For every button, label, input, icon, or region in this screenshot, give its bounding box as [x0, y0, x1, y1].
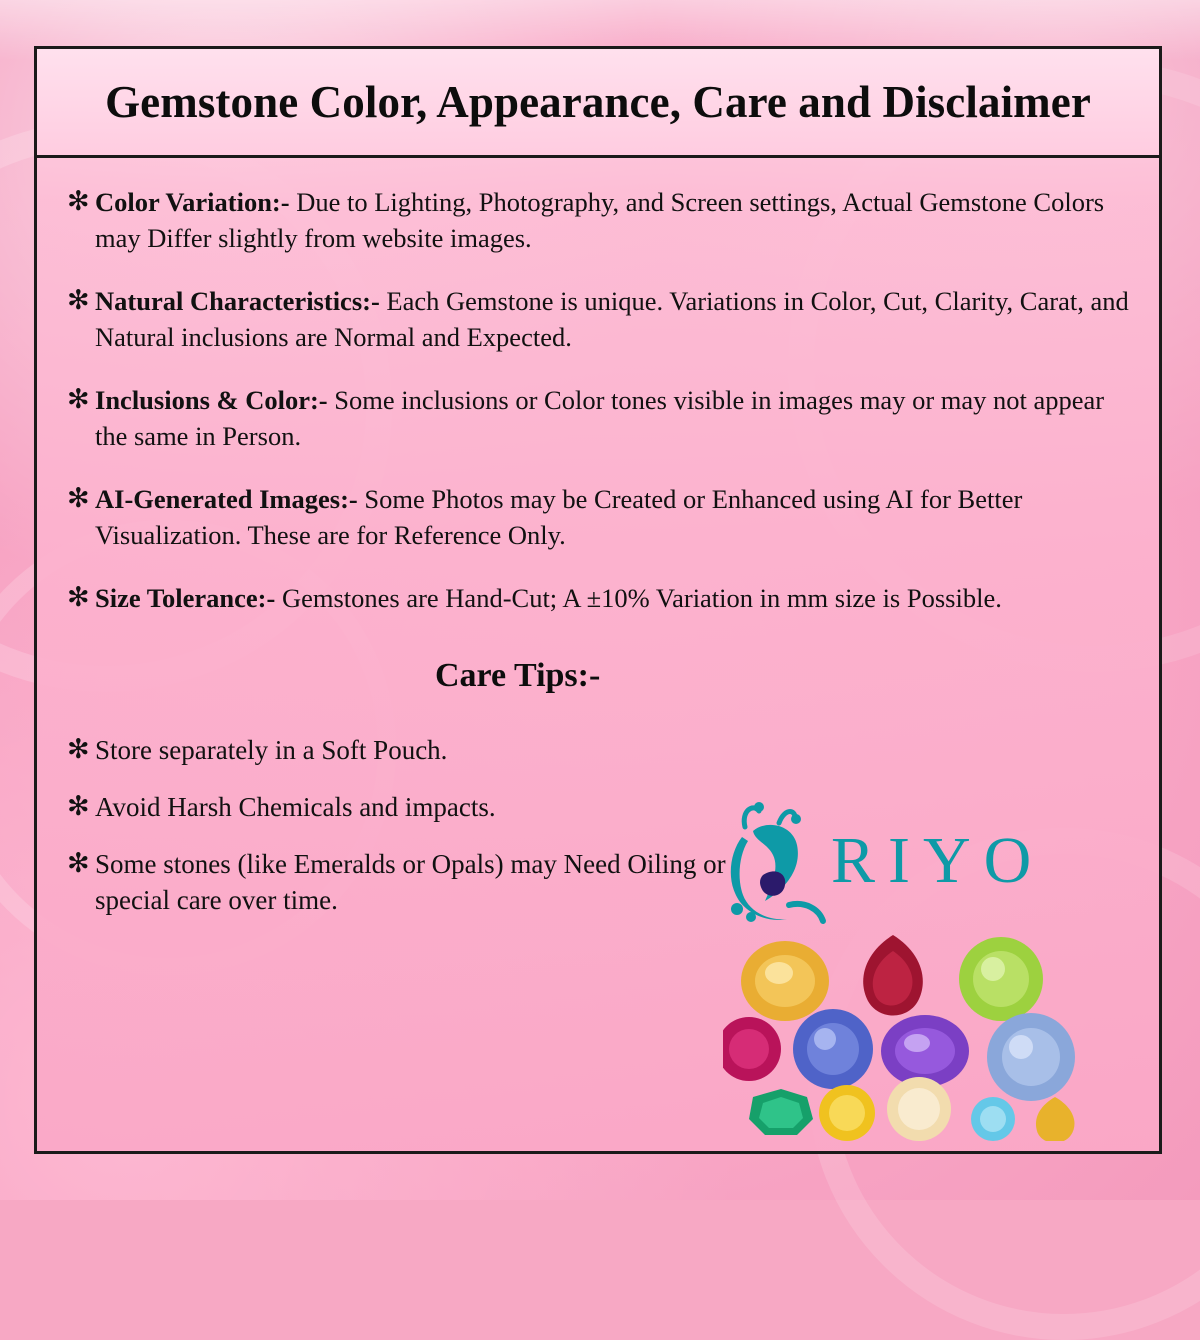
care-tips-heading-row — [65, 643, 1131, 729]
garnet-pear-gem — [863, 935, 923, 1016]
disclaimer-item-inclusions-color — [65, 382, 1131, 454]
disclaimer-label: Color Variation:- — [95, 187, 290, 217]
disclaimer-item-size-tolerance — [65, 580, 1131, 616]
asterisk-icon: ✻ — [67, 848, 90, 879]
rhodolite-round-gem — [723, 1017, 781, 1081]
amethyst-oval-gem — [881, 1015, 969, 1087]
care-tips-title: Care Tips:- — [435, 657, 601, 695]
sky-topaz-small-gem — [971, 1097, 1015, 1141]
disclaimer-text: Some inclusions or Color tones visible in images may or may not appear the same in Person. — [95, 385, 1105, 452]
care-item-oiling — [65, 847, 795, 917]
peacock-tail-sweep — [789, 904, 823, 921]
asterisk-icon: ✻ — [67, 384, 90, 415]
asterisk-icon: ✻ — [67, 791, 90, 822]
care-item-text: Store separately in a Soft Pouch. — [95, 735, 448, 766]
brand-logo — [701, 797, 1131, 937]
care-item-text: Some stones (like Emeralds or Opals) may Need Oiling or special care over time. — [95, 849, 726, 915]
card-header — [37, 49, 1159, 158]
asterisk-icon: ✻ — [67, 582, 90, 613]
page-title: Gemstone Color, Appearance, Care and Disclaimer — [105, 77, 1091, 127]
tanzanite-round-gem — [793, 1009, 873, 1089]
disclaimer-label: AI-Generated Images:- — [95, 484, 358, 515]
disclaimer-text: Gemstones are Hand-Cut; A ±10% Variation in mm size is Possible. — [275, 583, 1002, 614]
emerald-octagon-gem — [749, 1089, 813, 1135]
disclaimer-text: Some Photos may be Created or Enhanced using AI for Better Visualization. These are for Reference Only. — [95, 484, 1023, 551]
info-card — [34, 46, 1162, 1154]
disclaimer-label: Inclusions & Color:- — [95, 385, 328, 416]
disclaimer-text: Each Gemstone is unique. Variations in Color, Cut, Clarity, Carat, and Natural inclusions are Normal and Expected. — [95, 286, 1129, 353]
care-item-store-pouch — [65, 733, 795, 768]
peacock-crest-dot — [791, 814, 801, 824]
disclaimer-label: Natural Characteristics:- — [95, 286, 380, 317]
asterisk-icon: ✻ — [67, 285, 90, 316]
yellow-citrine-round-gem — [819, 1085, 875, 1141]
peacock-crest-dot — [754, 802, 764, 812]
asterisk-icon: ✻ — [67, 734, 90, 765]
peacock-foot-dot — [731, 903, 743, 915]
gemstone-cluster-illustration — [723, 921, 1143, 1141]
disclaimer-label: Size Tolerance:- — [95, 583, 276, 614]
peridot-round-gem — [959, 937, 1043, 1021]
citrine-oval-gem — [741, 941, 829, 1021]
disclaimer-text: Due to Lighting, Photography, and Screen settings, Actual Gemstone Colors may Differ slightly from website images. — [95, 187, 1105, 254]
asterisk-icon: ✻ — [67, 186, 90, 216]
asterisk-icon: ✻ — [67, 483, 90, 514]
blue-topaz-round-gem — [987, 1013, 1075, 1101]
care-item-text: Avoid Harsh Chemicals and impacts. — [95, 792, 496, 823]
peacock-icon — [701, 797, 851, 937]
brand-name: RIYO — [831, 824, 1045, 897]
disclaimer-item-ai-generated-images — [65, 481, 1131, 553]
golden-pear-gem — [1036, 1097, 1075, 1141]
care-item-avoid-chemicals — [65, 790, 795, 825]
peacock-eye-feather — [760, 871, 785, 895]
disclaimer-item-color-variation — [65, 184, 1131, 256]
champagne-round-gem — [887, 1077, 951, 1141]
disclaimer-item-natural-characteristics — [65, 283, 1131, 355]
